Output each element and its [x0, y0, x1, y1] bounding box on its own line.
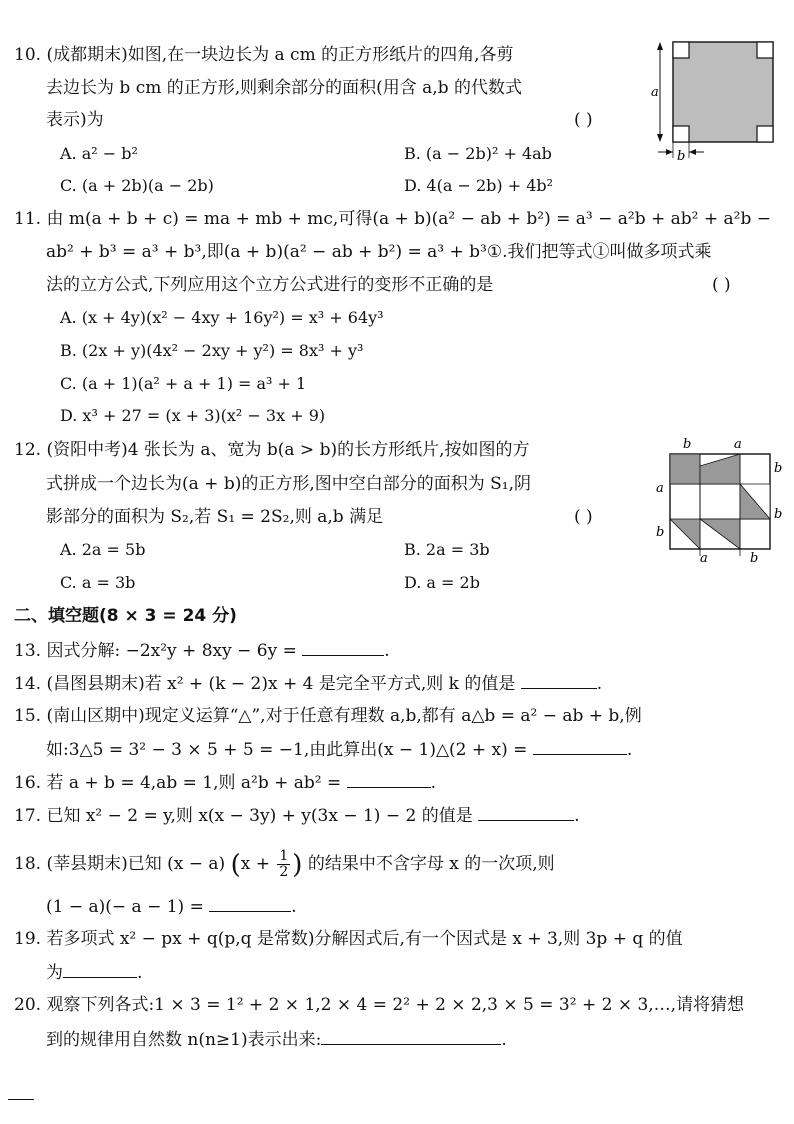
- q16-answer-blank[interactable]: [347, 771, 431, 788]
- q18-answer-blank[interactable]: [209, 895, 291, 912]
- q13-answer-blank[interactable]: [302, 639, 384, 656]
- q10-square-figure: [648, 36, 778, 164]
- q11-answer-paren: ( ): [712, 275, 731, 295]
- q15-answer-blank[interactable]: [533, 738, 627, 755]
- q14-answer-blank[interactable]: [521, 672, 597, 689]
- q12-answer-paren: ( ): [574, 507, 593, 527]
- q12-label-right-b2: b: [774, 507, 782, 522]
- q12-option-a: A. 2a = 5b: [60, 540, 146, 559]
- q10-corner-cut: [673, 42, 689, 58]
- q12-option-b: B. 2a = 3b: [404, 540, 490, 559]
- q12-line-1: 12. (资阳中考)4 张长为 a、宽为 b(a > b)的长方形纸片,按如图的方: [14, 440, 530, 460]
- q13-prompt: 13. 因式分解: −2x²y + 8xy − 6y =: [14, 641, 297, 661]
- q14-text: 14. (昌图县期末)若 x² + (k − 2)x + 4 是完全平方式,则 k 的值是 .: [14, 674, 603, 694]
- q11-option-b: B. (2x + y)(4x² − 2xy + y²) = 8x³ + y³: [60, 341, 364, 360]
- q12-label-left-b: b: [656, 525, 665, 540]
- q19-answer-blank[interactable]: [63, 961, 137, 978]
- q10-line-2: 去边长为 b cm 的正方形,则剩余部分的面积(用含 a,b 的代数式: [46, 78, 522, 98]
- q10-option-b: B. (a − 2b)² + 4ab: [404, 144, 552, 163]
- q10-label-a: a: [651, 85, 659, 100]
- q15-prompt: 如:3△5 = 3² − 3 × 5 + 5 = −1,由此算出(x − 1)△(2 + x) =: [46, 740, 528, 760]
- q17-text: 17. 已知 x² − 2 = y,则 x(x − 3y) + y(3x − 1) − 2 的值是 .: [14, 806, 580, 826]
- q11-line-1: 11. 由 m(a + b + c) = ma + mb + mc,可得(a + b)(a² − ab + b²) = a³ − a²b + ab² + a²b −: [14, 209, 771, 229]
- q11-option-d: D. x³ + 27 = (x + 3)(x² − 3x + 9): [60, 406, 326, 425]
- q11-option-c: C. (a + 1)(a² + a + 1) = a³ + 1: [60, 374, 307, 393]
- q10-option-c: C. (a + 2b)(a − 2b): [60, 176, 214, 195]
- q15-line-1: 15. (南山区期中)现定义运算“△”,对于任意有理数 a,b,都有 a△b = a² − ab + b,例: [14, 706, 642, 726]
- q11-option-a: A. (x + 4y)(x² − 4xy + 16y²) = x³ + 64y³: [60, 308, 384, 327]
- q10-line-1: 10. (成都期末)如图,在一块边长为 a cm 的正方形纸片的四角,各剪: [14, 45, 514, 65]
- section-fill-in-heading: 二、填空题(8 × 3 = 24 分): [14, 606, 237, 626]
- q10-option-d: D. 4(a − 2b) + 4b²: [404, 176, 554, 195]
- q12-option-c: C. a = 3b: [60, 573, 136, 592]
- q12-line-2: 式拼成一个边长为(a + b)的正方形,图中空白部分的面积为 S₁,阴: [46, 474, 532, 494]
- q10-option-a: A. a² − b²: [60, 144, 138, 163]
- q10-label-b: b: [677, 149, 686, 164]
- q16-text: 16. 若 a + b = 4,ab = 1,则 a²b + ab² = .: [14, 773, 437, 793]
- q18-fraction: $\frac{1}{2}$: [279, 848, 289, 880]
- q10-corner-cut: [673, 126, 689, 142]
- q10-answer-paren: ( ): [574, 110, 593, 130]
- q15-line-2: 如:3△5 = 3² − 3 × 5 + 5 = −1,由此算出(x − 1)△(2 + x) = .: [46, 740, 633, 760]
- q20-line-1: 20. 观察下列各式:1 × 3 = 1² + 2 × 1,2 × 4 = 2² + 2 × 2,3 × 5 = 3² + 2 × 3,…,请将猜想: [14, 995, 745, 1015]
- q17-answer-blank[interactable]: [478, 804, 574, 821]
- q16-prompt: 16. 若 a + b = 4,ab = 1,则 a²b + ab² =: [14, 773, 342, 793]
- q10-corner-cut: [757, 126, 773, 142]
- q20-line-2: 到的规律用自然数 n(n≥1)表示出来: .: [46, 1030, 507, 1050]
- q17-prompt: 17. 已知 x² − 2 = y,则 x(x − 3y) + y(3x − 1) − 2 的值是: [14, 806, 473, 826]
- q12-label-bottom-b: b: [750, 551, 759, 566]
- q10-corner-cut: [757, 42, 773, 58]
- q13-text: 13. 因式分解: −2x²y + 8xy − 6y = .: [14, 641, 390, 661]
- q10-line-3: 表示)为: [46, 110, 104, 130]
- footer-rule: [8, 1099, 34, 1100]
- q11-line-3: 法的立方公式,下列应用这个立方公式进行的变形不正确的是: [46, 275, 494, 295]
- q12-label-top-b: b: [683, 437, 692, 452]
- q18-line-1: 18. (莘县期末)已知 (x − a) (x + $\frac{1}{2}$ ) 的结果中不含字母 x 的一次项,则: [14, 848, 555, 880]
- q12-line-3: 影部分的面积为 S₂,若 S₁ = 2S₂,则 a,b 满足: [46, 507, 384, 527]
- q12-label-left-a: a: [656, 481, 664, 496]
- q14-prompt: 14. (昌图县期末)若 x² + (k − 2)x + 4 是完全平方式,则 k 的值是: [14, 674, 516, 694]
- q12-label-bottom-a: a: [700, 551, 708, 566]
- q12-option-d: D. a = 2b: [404, 573, 480, 592]
- q19-line-1: 19. 若多项式 x² − px + q(p,q 是常数)分解因式后,有一个因式是 x + 3,则 3p + q 的值: [14, 929, 683, 949]
- q18-line-2: (1 − a)(− a − 1) = .: [46, 897, 297, 917]
- q11-line-2: ab² + b³ = a³ + b³,即(a + b)(a² − ab + b²) = a³ + b³①.我们把等式①叫做多项式乘: [46, 242, 712, 262]
- q20-answer-blank[interactable]: [321, 1028, 501, 1045]
- q12-label-right-b1: b: [774, 461, 782, 476]
- q12-label-top-a: a: [734, 437, 742, 452]
- q19-line-2: 为 .: [46, 963, 143, 983]
- q12-rectangles-figure: [650, 436, 782, 570]
